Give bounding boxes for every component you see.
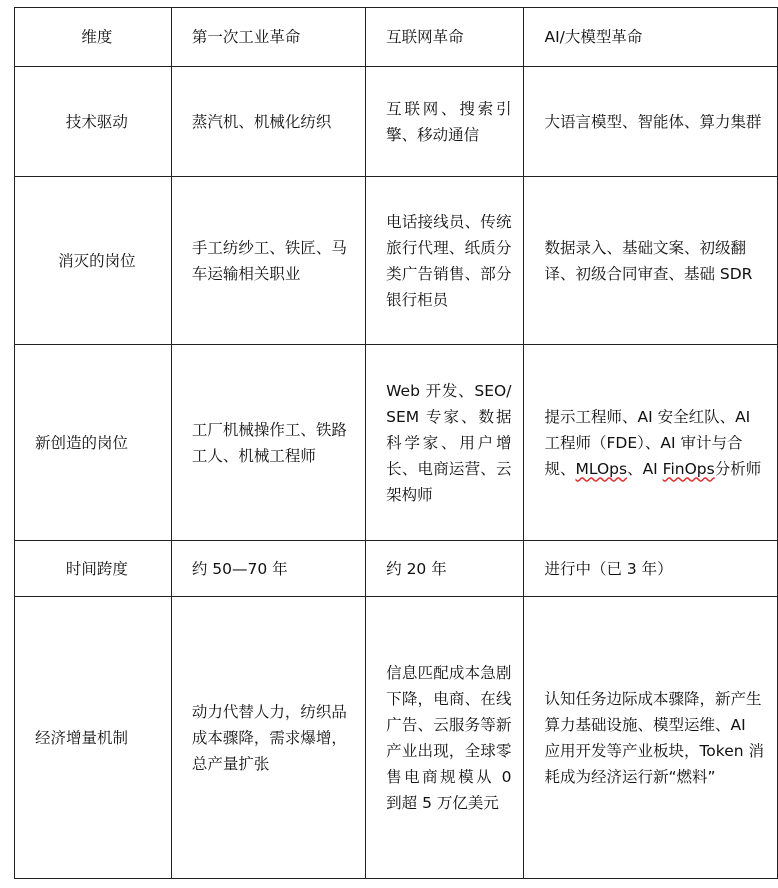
table-row: [15, 177, 778, 345]
cell-internet-revolution: 互联网、搜索引擎、移动通信: [366, 67, 524, 177]
cell-ai-revolution: 大语言模型、智能体、算力集群: [524, 67, 778, 177]
header-cell: 互联网革命: [366, 8, 524, 67]
cell-text: 分析师: [714, 459, 762, 478]
spellcheck-underlined-word: FinOps: [662, 459, 715, 478]
spellcheck-underlined-word: MLOps: [575, 459, 628, 478]
cell-first-revolution: 动力代替人力，纺织品成本骤降，需求爆增，总产量扩张: [171, 597, 365, 879]
cell-internet-revolution: 电话接线员、传统旅行代理、纸质分类广告销售、部分银行柜员: [366, 177, 524, 345]
cell-first-revolution: 约 50—70 年: [171, 541, 365, 597]
cell-ai-revolution: [524, 345, 778, 541]
cell-ai-revolution: 数据录入、基础文案、初级翻译、初级合同审查、基础 SDR: [524, 177, 778, 345]
table-row: [15, 67, 778, 177]
header-row: [15, 8, 778, 67]
dimension-cell: 消灭的岗位: [15, 177, 172, 345]
dimension-cell: 经济增量机制: [15, 597, 172, 879]
header-cell: 维度: [15, 8, 172, 67]
cell-internet-revolution: 信息匹配成本急剧下降，电商、在线广告、云服务等新产业出现，全球零售电商规模从 0 到超 5 万亿美元: [366, 597, 524, 879]
cell-text: 、AI: [627, 459, 663, 478]
table-row: [15, 345, 778, 541]
comparison-table: [14, 7, 778, 879]
dimension-cell: 时间跨度: [15, 541, 172, 597]
cell-ai-revolution: 进行中（已 3 年）: [524, 541, 778, 597]
table-row: [15, 541, 778, 597]
cell-first-revolution: 工厂机械操作工、铁路工人、机械工程师: [171, 345, 365, 541]
cell-first-revolution: 手工纺纱工、铁匠、马车运输相关职业: [171, 177, 365, 345]
cell-first-revolution: 蒸汽机、机械化纺织: [171, 67, 365, 177]
cell-internet-revolution: 约 20 年: [366, 541, 524, 597]
cell-text: 提示工程师、AI 安全红队、AI 工程师（FDE）、AI 审计与合规、: [544, 407, 751, 478]
header-cell: 第一次工业革命: [171, 8, 365, 67]
header-cell: AI/大模型革命: [524, 8, 778, 67]
cell-ai-revolution: 认知任务边际成本骤降，新产生算力基础设施、模型运维、AI 应用开发等产业板块，Token 消耗成为经济运行新“燃料”: [524, 597, 778, 879]
dimension-cell: 新创造的岗位: [15, 345, 172, 541]
table-row: [15, 597, 778, 879]
cell-internet-revolution: Web 开发、SEO/SEM 专家、数据科学家、用户增长、电商运营、云架构师: [366, 345, 524, 541]
dimension-cell: 技术驱动: [15, 67, 172, 177]
